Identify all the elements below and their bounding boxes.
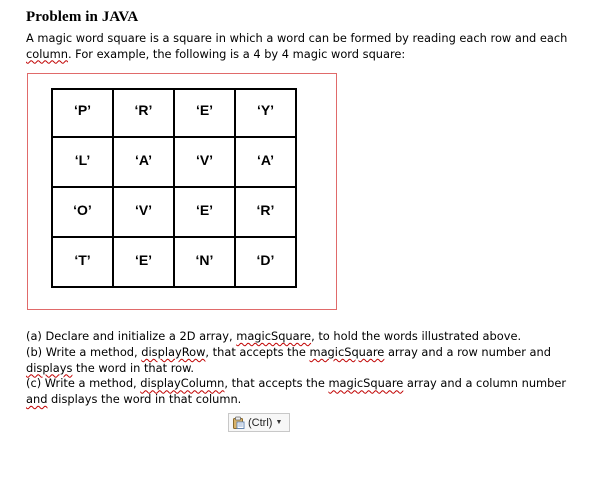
intro-paragraph <box>26 31 586 62</box>
task-a: (a) Declare and initialize a 2D array, magicSquare, to hold the words illustrated above. <box>26 329 522 343</box>
spellcheck-word-column: column <box>26 46 68 61</box>
paste-options-button[interactable] <box>228 413 290 432</box>
table-cell: ‘A’ <box>113 137 174 187</box>
table-cell: ‘E’ <box>113 237 174 287</box>
table-cell: ‘N’ <box>174 237 235 287</box>
table-row <box>52 237 296 287</box>
table-cell: ‘E’ <box>174 187 235 237</box>
magic-word-square-table <box>51 88 297 288</box>
table-cell: ‘D’ <box>235 237 296 287</box>
task-c-continued: and displays the word in that column. <box>26 392 242 407</box>
table-cell: ‘Y’ <box>235 89 296 137</box>
spellcheck-word: magicSquare <box>309 344 385 359</box>
spellcheck-word: and <box>26 392 48 407</box>
table-cell: ‘T’ <box>52 237 113 287</box>
spellcheck-word: magicSquare <box>328 376 404 391</box>
problem-title: Problem in JAVA <box>26 9 139 25</box>
clipboard-icon <box>232 416 248 429</box>
table-row <box>52 137 296 187</box>
intro-line-1: A magic word square is a square in which a word can be formed by reading each row and each <box>26 31 568 45</box>
tasks-list <box>26 329 586 408</box>
table-cell: ‘V’ <box>174 137 235 187</box>
table-row <box>52 187 296 237</box>
spellcheck-word: displays <box>26 360 73 375</box>
table-cell: ‘L’ <box>52 137 113 187</box>
intro-line-2: . For example, the following is a 4 by 4 magic word square: <box>67 46 406 61</box>
table-cell: ‘V’ <box>113 187 174 237</box>
table-cell: ‘O’ <box>52 187 113 237</box>
table-cell: ‘R’ <box>235 187 296 237</box>
task-c: (c) Write a method, displayColumn, that accepts the magicSquare array and a column number <box>26 376 567 391</box>
task-b: (b) Write a method, displayRow, that accepts the magicSquare array and a row number and <box>26 344 551 359</box>
spellcheck-word: magicSquare <box>236 329 312 343</box>
table-cell: ‘E’ <box>174 89 235 137</box>
table-cell: ‘P’ <box>52 89 113 137</box>
table-cell: ‘R’ <box>113 89 174 137</box>
paste-options-label: (Ctrl) <box>248 416 273 429</box>
table-cell: ‘A’ <box>235 137 296 187</box>
spellcheck-word: displayColumn <box>140 376 225 391</box>
task-b-continued: displays the word in that row. <box>26 360 194 375</box>
spellcheck-word: displayRow <box>141 344 206 359</box>
chevron-down-icon: ▼ <box>275 419 283 426</box>
table-row <box>52 89 296 137</box>
